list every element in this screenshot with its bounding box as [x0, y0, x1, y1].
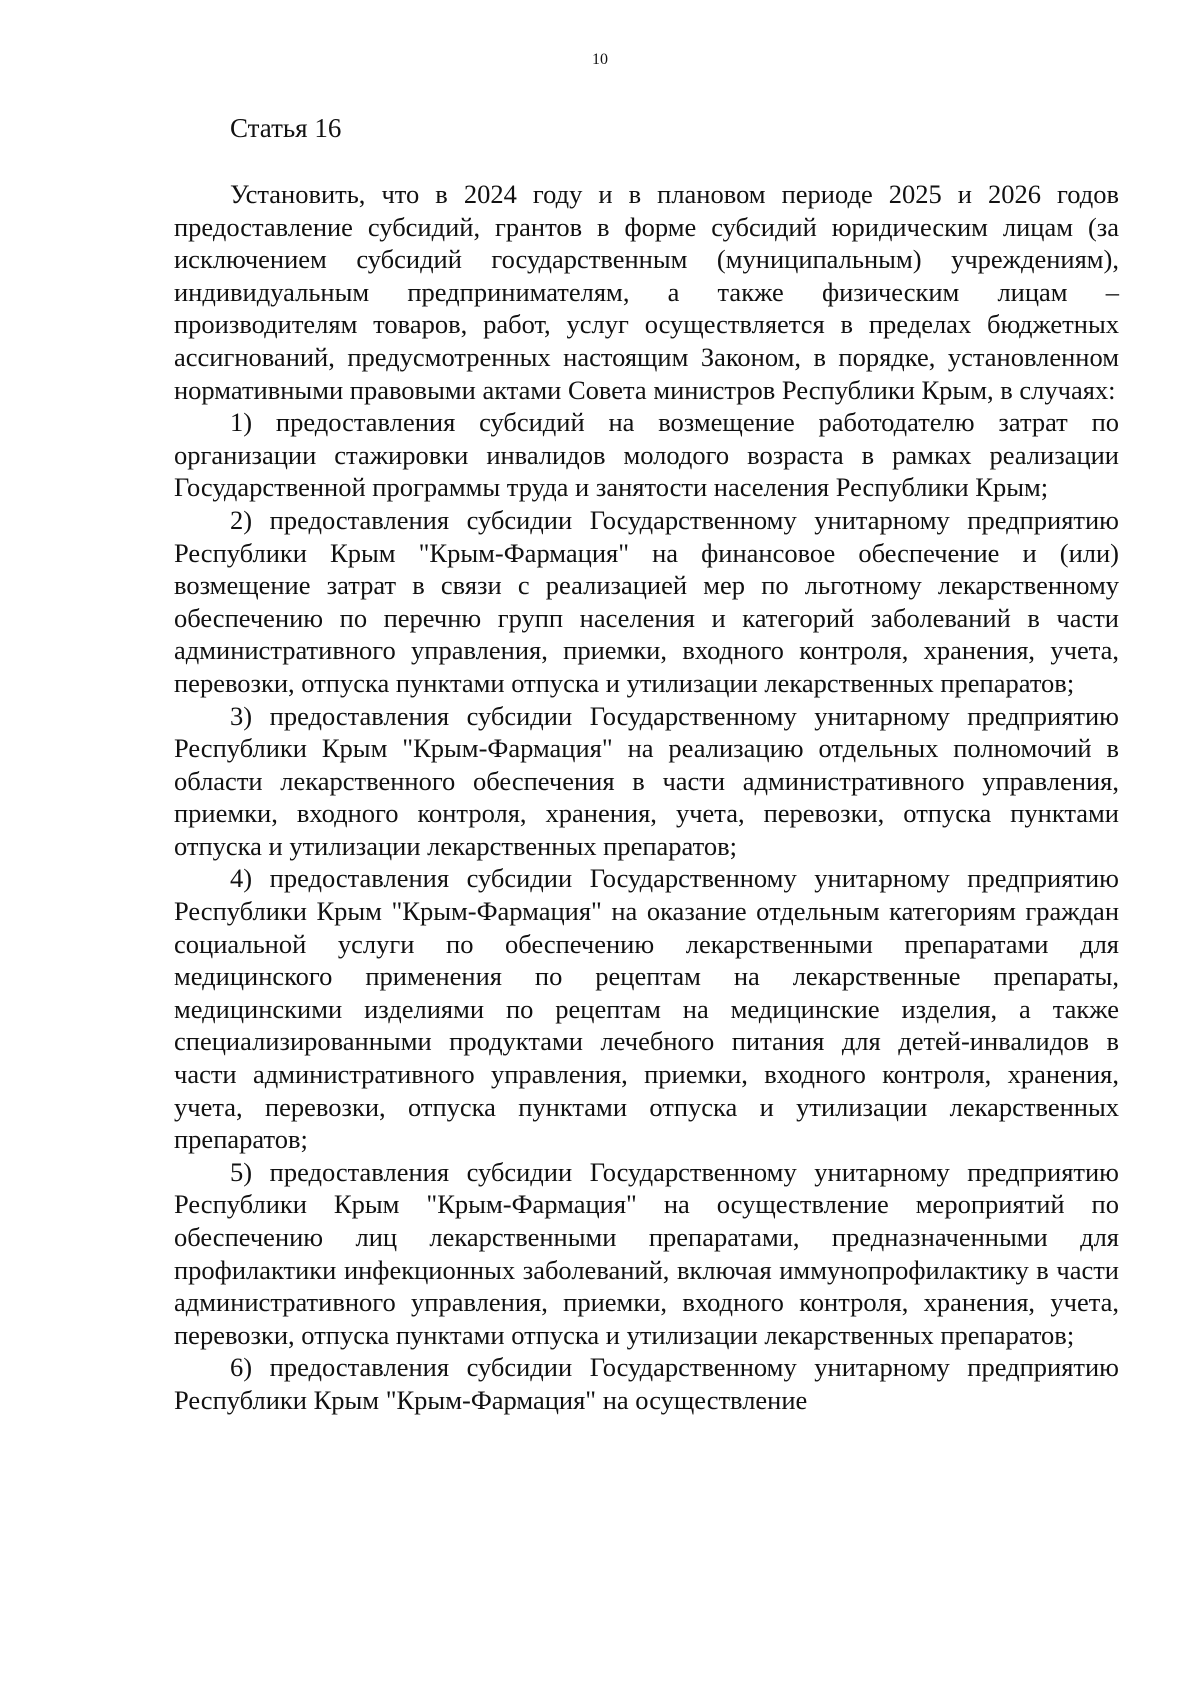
list-item-6: 6) предоставления субсидии Государственному унитарному предприятию Республики Крым "Крым-Фармация" на осуществление [174, 1352, 1119, 1415]
intro-paragraph: Установить, что в 2024 году и в плановом периоде 2025 и 2026 годов предоставление субсидий, грантов в форме субсидий юридическим лицам (за исключением субсидий государственным (муниципальным) учреждениям), индивидуальным предпринимателям, а также физическим лицам – производителям товаров, работ, услуг осуществляется в пределах бюджетных ассигнований, предусмотренных настоящим Законом, в порядке, установленном нормативными правовыми актами Совета министров Республики Крым, в случаях: [174, 179, 1119, 405]
list-item-1: 1) предоставления субсидий на возмещение работодателю затрат по организации стажировки инвалидов молодого возраста в рамках реализации Государственной программы труда и занятости населения Республики Крым; [174, 407, 1119, 503]
article-title: Статья 16 [230, 113, 342, 143]
page-number: 10 [592, 51, 608, 68]
article-body [174, 178, 1119, 1417]
list-item-5: 5) предоставления субсидии Государственному унитарному предприятию Республики Крым "Крым-Фармация" на осуществление мероприятий по обеспечению лиц лекарственными препаратами, предназначенными для профилактики инфекционных заболеваний, включая иммунопрофилактику в части административного управления, приемки, входного контроля, хранения, учета, перевозки, отпуска пунктами отпуска и утилизации лекарственных препаратов; [174, 1156, 1119, 1350]
list-item-2: 2) предоставления субсидии Государственному унитарному предприятию Республики Крым "Крым-Фармация" на финансовое обеспечение и (или) возмещение затрат в связи с реализацией мер по льготному лекарственному обеспечению по перечню групп населения и категорий заболеваний в части административного управления, приемки, входного контроля, хранения, учета, перевозки, отпуска пунктами отпуска и утилизации лекарственных препаратов; [174, 504, 1119, 698]
list-item-3: 3) предоставления субсидии Государственному унитарному предприятию Республики Крым "Крым-Фармация" на реализацию отдельных полномочий в области лекарственного обеспечения в части административного управления, приемки, входного контроля, хранения, учета, перевозки, отпуска пунктами отпуска и утилизации лекарственных препаратов; [174, 700, 1119, 861]
list-item-4: 4) предоставления субсидии Государственному унитарному предприятию Республики Крым "Крым-Фармация" на оказание отдельным категориям граждан социальной услуги по обеспечению лекарственными препаратами для медицинского применения по рецептам на лекарственные препараты, медицинскими изделиями по рецептам на медицинские изделия, а также специализированными продуктами лечебного питания для детей-инвалидов в части административного управления, приемки, входного контроля, хранения, учета, перевозки, отпуска пунктами отпуска и утилизации лекарственных препаратов; [174, 863, 1119, 1155]
